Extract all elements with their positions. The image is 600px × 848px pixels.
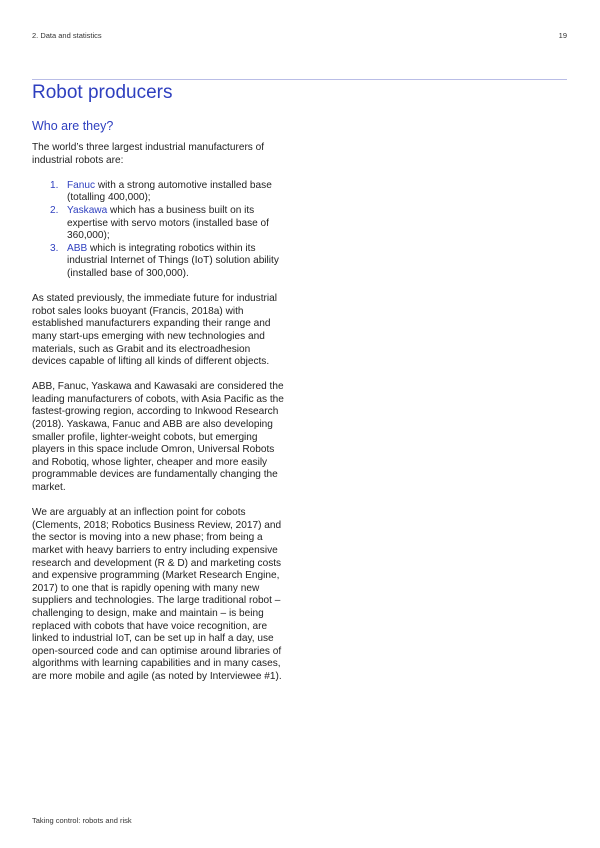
list-item-text: which is integrating robotics within its industrial Internet of Things (IoT) solution ability (installed base of 300,000). — [67, 242, 279, 279]
list-item-text: which has a business built on its expertise with servo motors (installed base of 360,000); — [67, 204, 269, 242]
list-item — [32, 205, 284, 243]
list-number: 1. — [50, 179, 59, 191]
page-number: 19 — [558, 31, 567, 40]
list-item — [32, 243, 284, 281]
list-number: 3. — [50, 242, 59, 254]
body-paragraph: ABB, Fanuc, Yaskawa and Kawasaki are considered the leading manufacturers of cobots, with Asia Pacific as the fastest-growing region, according to Inkwood Research (2018). Yaskawa, Fanuc and ABB are also developing smaller profile, lighter-weight cobots, but emerging players in this space include Omron, Universal Robots and Robotiq, whose lighter, cheaper and more easily programmable devices are fundamentally changing the market. — [32, 381, 284, 494]
page-title: Robot producers — [32, 82, 173, 103]
body-paragraph: As stated previously, the immediate future for industrial robot sales looks buoyant (Francis, 2018a) with established manufacturers expanding their range and many start-ups emerging with new technologies and materials, such as Grabit and its electroadhesion devices capable of lifting all kinds of different objects. — [32, 293, 277, 368]
list-item-text: with a strong automotive installed base (totalling 400,000); — [67, 179, 272, 204]
section-subtitle: Who are they? — [32, 119, 114, 133]
running-footer: Taking control: robots and risk — [32, 816, 132, 825]
manufacturer-name: ABB — [67, 242, 88, 254]
intro-paragraph: The world’s three largest industrial manufacturers of industrial robots are: — [32, 142, 265, 166]
list-item — [32, 180, 284, 205]
header-divider — [32, 79, 567, 80]
manufacturer-name: Yaskawa — [67, 204, 108, 216]
list-number: 2. — [50, 204, 59, 216]
manufacturer-list — [32, 180, 284, 281]
body-paragraph: We are arguably at an inflection point for cobots (Clements, 2018; Robotics Business Review, 2017) and the sector is moving into a new phase; from being a market with heavy barriers to entry including expensive research and development (R & D) and marketing costs and expensive programming (Market Research Engine, 2017) to one that is rapidly opening with many new suppliers and technologies. The large traditional robot – challenging to design, make and maintain – is being replaced with cobots that have voice recognition, are linked to industrial IoT, can be set up in half a day, use open-sourced code and can optimise around libraries of algorithms with learning capabilities and in many cases, are more mobile and agile (as noted by Interviewee #1). — [32, 507, 282, 682]
running-header-section: 2. Data and statistics — [32, 31, 102, 40]
main-content — [32, 118, 284, 696]
manufacturer-name: Fanuc — [67, 179, 96, 191]
